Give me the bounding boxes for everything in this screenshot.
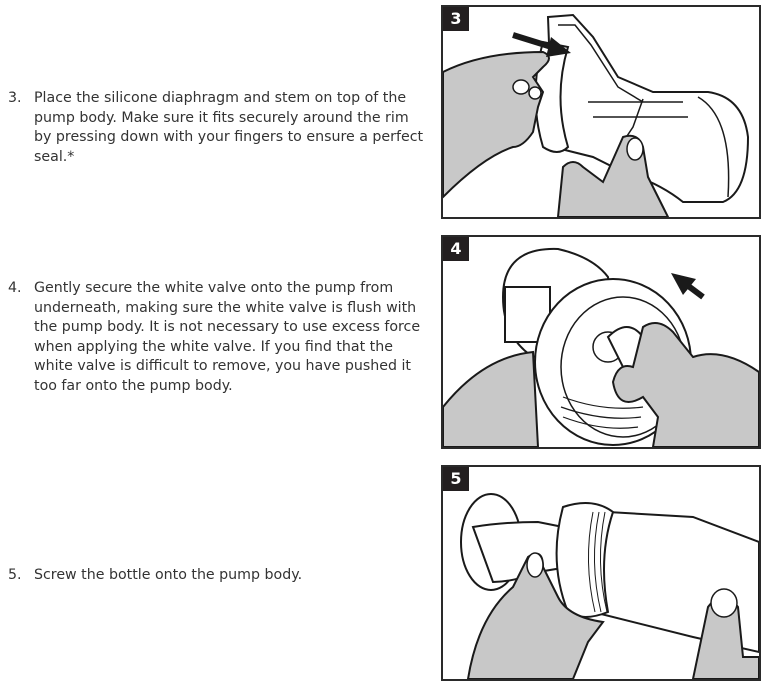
step-3-instruction — [8, 89, 428, 167]
step-text: Place the silicone diaphragm and stem on top of the pump body. Make sure it fits securely around the rim by pressing down with your fingers to ensure a perfect seal.* — [34, 90, 424, 165]
figure-panel-3 — [441, 5, 761, 219]
step-text: Gently secure the white valve onto the pump from underneath, making sure the white valve is flush with the pump body. It is not necessary to use excess force when applying the white valve. If you find that the white valve is difficult to remove, you have pushed it too far onto the pump body. — [34, 280, 421, 394]
figure-panel-5 — [441, 465, 761, 681]
step-5-instruction — [8, 566, 428, 586]
figure-label-badge: 5 — [443, 467, 469, 491]
figure-label-badge: 4 — [443, 237, 469, 261]
figure-label-badge: 3 — [443, 7, 469, 31]
step-number: 4. — [8, 280, 22, 296]
step-text: Screw the bottle onto the pump body. — [34, 567, 303, 583]
step-number: 3. — [8, 90, 22, 106]
step-number: 5. — [8, 567, 22, 583]
figure-panel-4 — [441, 235, 761, 449]
hands-screwing-bottle-icon — [443, 467, 759, 679]
hand-attaching-valve-icon — [443, 237, 759, 447]
hand-pressing-diaphragm-icon — [443, 7, 759, 217]
step-4-instruction — [8, 279, 428, 397]
